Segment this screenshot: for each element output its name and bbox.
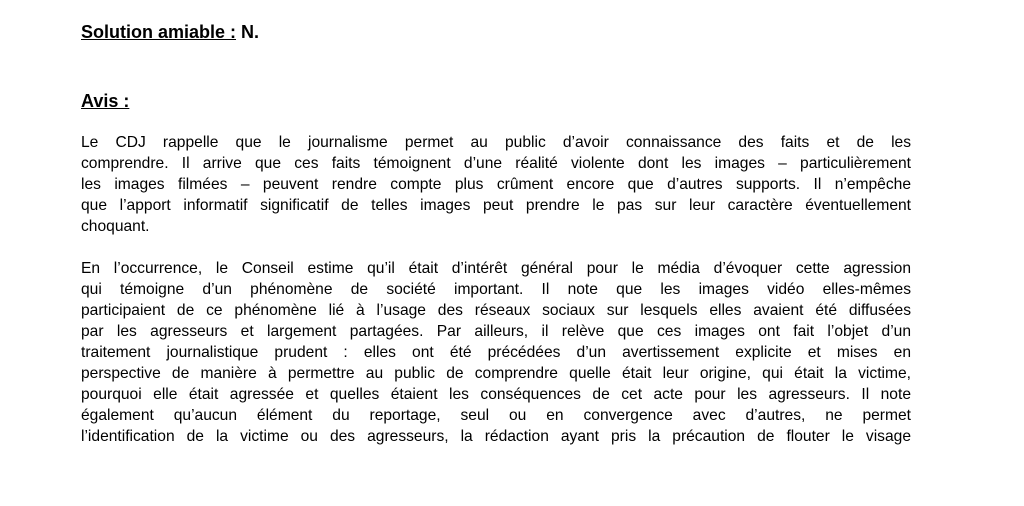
paragraph-line: Le CDJ rappelle que le journalisme permet au public d’avoir connaissance des faits et de les xyxy=(81,134,911,151)
paragraph-2 xyxy=(81,258,911,447)
solution-amiable-heading xyxy=(81,21,259,43)
paragraph-line: participaient de ce phénomène lié à l’usage des réseaux sociaux sur lesquels elles avaient été diffusées xyxy=(81,302,911,319)
paragraph-1 xyxy=(81,132,911,237)
paragraph-line: choquant. xyxy=(81,218,150,235)
paragraph-line: traitement journalistique prudent : elles ont été précédées d’un avertissement explicite et mises en xyxy=(81,344,911,361)
paragraph-line: qui témoigne d’un phénomène de société important. Il note que les images vidéo elles-mêmes xyxy=(81,281,911,298)
solution-amiable-value: N. xyxy=(236,22,260,42)
paragraph-line: pourquoi elle était agressée et quelles étaient les conséquences de cet acte pour les agresseurs. Il note xyxy=(81,386,911,403)
avis-label: Avis : xyxy=(81,91,130,111)
paragraph-line: En l’occurrence, le Conseil estime qu’il était d’intérêt général pour le média d’évoquer cette agression xyxy=(81,260,911,277)
solution-amiable-label: Solution amiable : xyxy=(81,22,237,42)
paragraph-line: par les agresseurs et largement partagées. Par ailleurs, il relève que ces images ont fait l’objet d’un xyxy=(81,323,911,340)
paragraph-line: l’identification de la victime ou des agresseurs, la rédaction ayant pris la précaution de flouter le visage xyxy=(81,428,911,445)
avis-heading xyxy=(81,90,129,112)
paragraph-line: perspective de manière à permettre au public de comprendre quelle était leur origine, qui était la victime, xyxy=(81,365,911,382)
paragraph-line: que l’apport informatif significatif de telles images peut prendre le pas sur leur caractère éventuellement xyxy=(81,197,911,214)
paragraph-line: également qu’aucun élément du reportage, seul ou en convergence avec d’autres, ne permet xyxy=(81,407,911,424)
paragraph-line: comprendre. Il arrive que ces faits témoignent d’une réalité violente dont les images – particulièrement xyxy=(81,155,911,172)
paragraph-line: les images filmées – peuvent rendre compte plus crûment encore que d’autres supports. Il n’empêche xyxy=(81,176,911,193)
